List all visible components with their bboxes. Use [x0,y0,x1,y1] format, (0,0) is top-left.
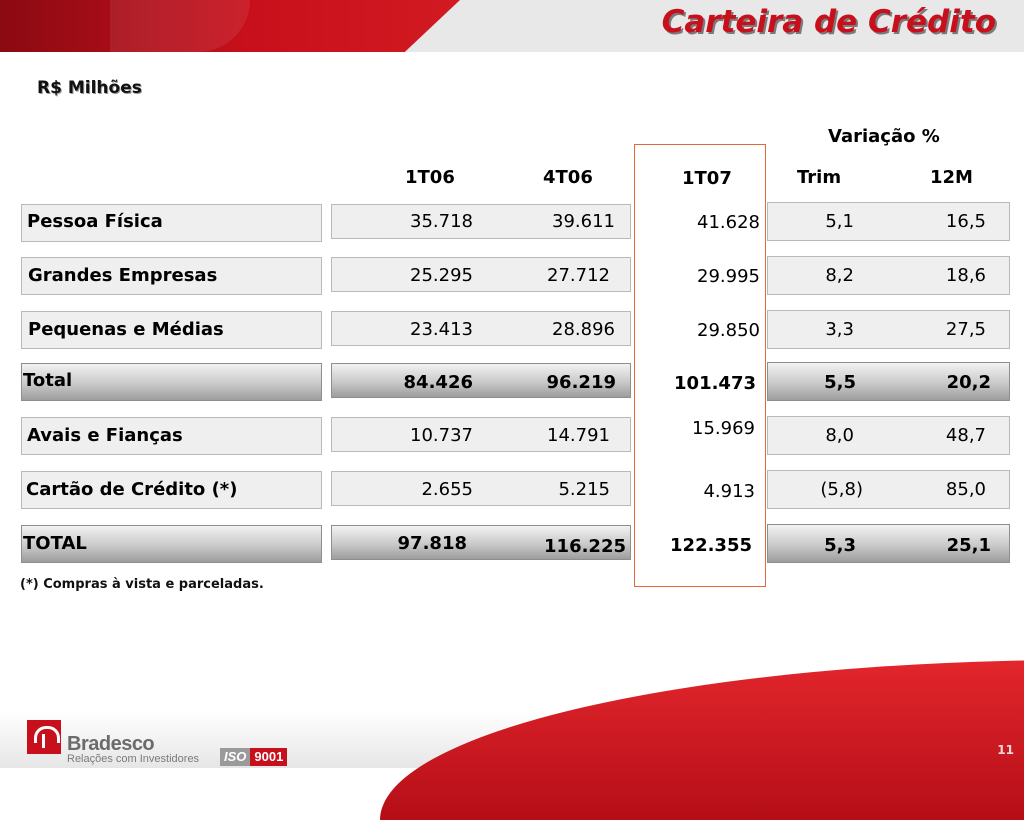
row-label-total: TOTAL [23,533,87,554]
cell-1t07: 29.995 [697,266,760,287]
row-label: Pessoa Física [27,211,163,232]
cell-trim: 8,2 [825,265,854,286]
cell-12m: 16,5 [945,211,986,232]
cell-1t07: 29.850 [697,320,760,341]
bradesco-logo-icon [27,720,61,754]
cell-trim: 8,0 [825,425,854,446]
highlight-column-1t07 [634,144,766,587]
cell-4t06: 116.225 [544,536,626,557]
cell-trim: 5,3 [824,535,856,556]
row-label: Grandes Empresas [28,265,218,286]
cell-1t06: 10.737 [410,425,473,446]
row-label: Avais e Fianças [27,425,183,446]
cell-1t07: 122.355 [670,535,752,556]
cell-trim: (5,8) [820,479,863,500]
column-header-trim: Trim [797,167,842,188]
cell-1t07: 4.913 [703,481,755,502]
row-label-total: Total [23,370,73,391]
variation-group-header: Variação % [828,126,940,147]
cell-4t06: 5.215 [558,479,610,500]
cell-1t07: 15.969 [692,418,755,439]
cell-12m: 85,0 [945,479,986,500]
cell-4t06: 27.712 [547,265,610,286]
brand-subtitle: Relações com Investidores [67,753,200,765]
cell-12m: 48,7 [945,425,986,446]
cell-12m: 20,2 [946,372,991,393]
cell-1t06: 25.295 [410,265,473,286]
cell-12m: 25,1 [946,535,991,556]
cell-1t07: 101.473 [674,373,756,394]
cell-1t06: 84.426 [403,372,473,393]
cell-trim: 5,1 [825,211,854,232]
column-header-12m: 12M [930,167,973,188]
cell-12m: 27,5 [945,319,986,340]
cell-1t07: 41.628 [697,212,760,233]
cell-1t06: 2.655 [421,479,473,500]
cell-trim: 5,5 [824,372,856,393]
page-title: Carteira de Crédito [661,4,996,40]
page-number: 11 [997,743,1014,757]
column-header-4t06: 4T06 [543,167,593,188]
row-label: Cartão de Crédito (*) [26,479,238,500]
column-header-1t07: 1T07 [682,168,732,189]
footer-red-swoosh [380,660,1024,820]
column-header-1t06: 1T06 [405,167,455,188]
brand-name: Bradesco [67,733,155,755]
footnote: (*) Compras à vista e parceladas. [20,577,264,592]
cell-4t06: 39.611 [552,211,615,232]
cell-12m: 18,6 [945,265,986,286]
cell-4t06: 14.791 [547,425,610,446]
cell-trim: 3,3 [825,319,854,340]
units-subtitle: R$ Milhões [37,78,142,98]
cell-4t06: 28.896 [552,319,615,340]
cell-4t06: 96.219 [546,372,616,393]
iso-badge-right: 9001 [250,748,287,766]
iso-badge-left: ISO [220,748,250,766]
cell-1t06: 23.413 [410,319,473,340]
cell-1t06: 35.718 [410,211,473,232]
iso-badge [220,748,287,766]
row-label: Pequenas e Médias [28,319,224,340]
cell-1t06: 97.818 [397,533,467,554]
